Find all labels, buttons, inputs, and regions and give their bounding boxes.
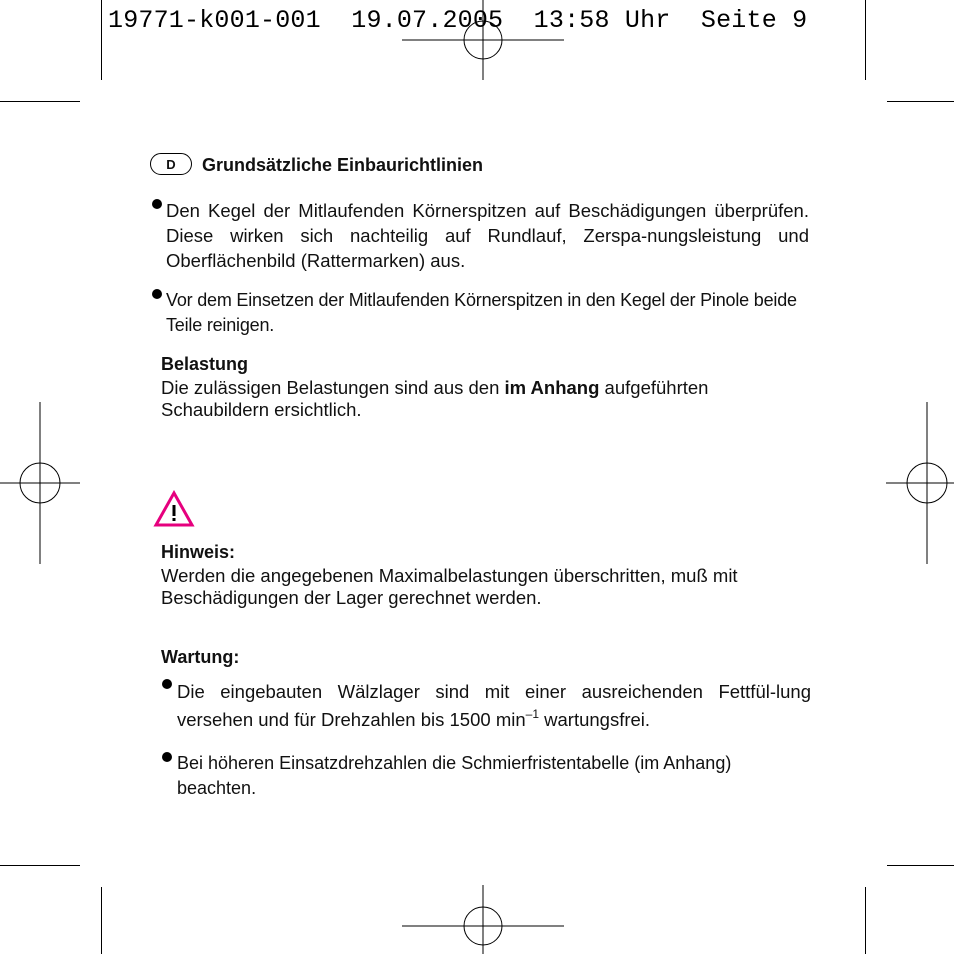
hinweis-heading: Hinweis: [161, 542, 236, 562]
print-slug: 19771-k001-001 19.07.2005 13:58 Uhr Seite 9 [108, 6, 808, 35]
bullet-item: Den Kegel der Mitlaufenden Körnerspitzen auf Beschädigungen überprüfen. Diese wirken sich nachteilig auf Rundlauf, Zerspa-nungsleistung und Oberflächenbild (Rattermarken) aus. [166, 200, 809, 271]
warning-icon [153, 490, 195, 528]
belastung-text-part: aufgeführten Schaubildern ersichtlich. [161, 377, 709, 420]
crop-mark [0, 865, 80, 866]
exponent: –1 [525, 706, 539, 721]
bullet-icon [152, 199, 162, 209]
bullet-item: Vor dem Einsetzen der Mitlaufenden Körnerspitzen in den Kegel der Pinole beide Teile reinigen. [166, 290, 797, 335]
belastung-heading: Belastung [161, 354, 249, 374]
crop-mark [101, 0, 102, 80]
wartung-bullet-1-suffix: wartungsfrei. [539, 709, 651, 730]
registration-mark-left [0, 402, 82, 566]
crop-mark [865, 887, 866, 954]
crop-mark [887, 865, 954, 866]
wartung-bullet-1-text: Die eingebauten Wälzlager sind mit einer ausreichenden Fettfül-lung versehen und für Drehzahlen bis 1500 min [177, 681, 811, 730]
wartung-bullet-1 [177, 678, 811, 734]
registration-mark-right [886, 402, 954, 566]
language-badge: D [150, 153, 192, 175]
crop-mark [0, 101, 80, 102]
hinweis-text: Werden die angegebenen Maximalbelastungen überschritten, muß mit Beschädigungen der Lager gerechnet werden. [161, 565, 738, 608]
belastung-text-bold: im Anhang [504, 377, 600, 398]
belastung-text-part: Die zulässigen Belastungen sind aus den [161, 377, 505, 398]
wartung-bullet-2: Bei höheren Einsatzdrehzahlen die Schmierfristentabelle (im Anhang) beachten. [177, 753, 732, 798]
bullet-icon [162, 752, 172, 762]
crop-mark [101, 887, 102, 954]
belastung-text [161, 377, 811, 421]
registration-mark-bottom [402, 885, 566, 954]
crop-mark [865, 0, 866, 80]
bullet-icon [162, 679, 172, 689]
section-title: Grundsätzliche Einbaurichtlinien [202, 155, 484, 175]
crop-mark [887, 101, 954, 102]
bullet-icon [152, 289, 162, 299]
wartung-heading: Wartung: [161, 647, 240, 667]
